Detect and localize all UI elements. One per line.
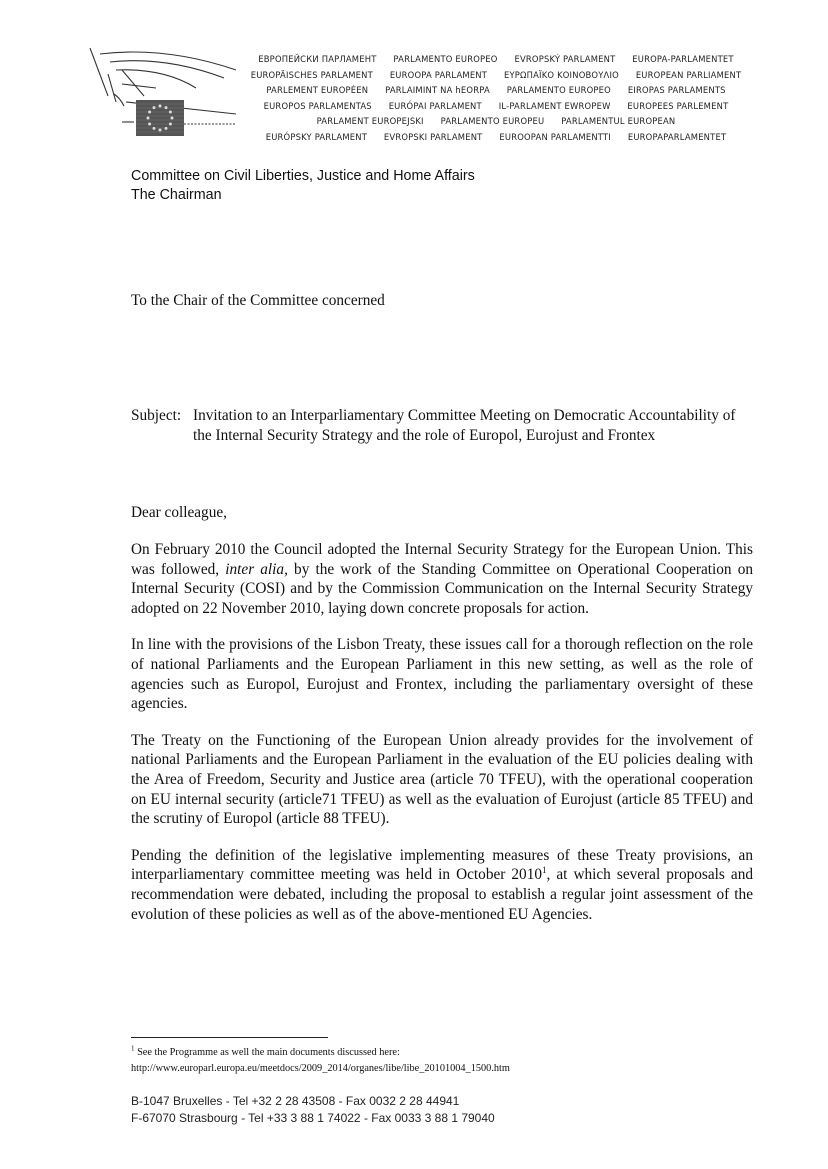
parliament-name: EVROPSKÝ PARLAMENT bbox=[514, 54, 616, 64]
letterhead-row bbox=[226, 68, 766, 84]
body-text-italic: inter alia, bbox=[225, 560, 288, 578]
body-paragraph: The Treaty on the Functioning of the European Union already provides for the involvement of national Parliaments and the European Parliament in the evaluation of the EU policies dealing with the Area of Freedom, Security and Justice area (article 70 TFEU), with the operational cooperation on EU internal security (article71 TFEU) as well as the evaluation of Eurojust (article 85 TFEU) and the scrutiny of Europol (article 88 TFEU). bbox=[131, 731, 753, 828]
parliament-name: PARLAIMINT NA hEORPA bbox=[385, 85, 490, 96]
parliament-name: PARLAMENTO EUROPEO bbox=[393, 54, 498, 64]
parliament-name: EUROPAPARLAMENTET bbox=[627, 131, 727, 142]
parliament-name: ЕВРОПЕЙСКИ ПАРЛАМЕНТ bbox=[258, 54, 377, 64]
letterhead-row bbox=[226, 83, 766, 99]
parliament-name: EIROPAS PARLAMENTS bbox=[627, 85, 726, 96]
footer-brussels: B-1047 Bruxelles - Tel +32 2 28 43508 - Fax 0032 2 28 44941 bbox=[131, 1094, 460, 1108]
parliament-name: EUROOPA PARLAMENT bbox=[389, 69, 488, 80]
parliament-name: PARLAMENT EUROPEJSKI bbox=[316, 116, 424, 127]
parliament-name: EVROPSKI PARLAMENT bbox=[383, 131, 483, 142]
footnote-reference: 1 bbox=[542, 865, 547, 876]
parliament-name: EURÓPSKY PARLAMENT bbox=[265, 131, 368, 142]
letterhead-row bbox=[226, 52, 766, 68]
footnote-line bbox=[131, 1045, 751, 1061]
subject-label: Subject: bbox=[131, 407, 182, 424]
body-paragraph bbox=[131, 540, 753, 618]
parliament-name: PARLEMENT EUROPÉEN bbox=[266, 85, 369, 96]
parliament-name: IL-PARLAMENT EWROPEW bbox=[498, 100, 611, 111]
parliament-name: PARLAMENTO EUROPEU bbox=[440, 116, 545, 127]
subject-block bbox=[131, 406, 753, 446]
parliament-name: EURÓPAI PARLAMENT bbox=[388, 100, 482, 111]
address-footer bbox=[131, 1093, 495, 1127]
addressee: To the Chair of the Committee concerned bbox=[131, 292, 385, 309]
parliament-name: EUROPEAN PARLIAMENT bbox=[635, 69, 742, 80]
footnote-divider bbox=[131, 1037, 328, 1038]
salutation: Dear colleague, bbox=[131, 504, 227, 521]
parliament-names-multilingual bbox=[226, 52, 766, 146]
european-parliament-logo-icon bbox=[86, 44, 246, 144]
body-text: by the work of the Standing Committee on Operational Cooperation on Internal Security (COSI) and by the Commission Communication on the Internal Security Strategy adopted on 22 November 2010, laying down concrete proposals for action. bbox=[131, 560, 754, 617]
parliament-name: PARLAMENTO EUROPEO bbox=[506, 85, 611, 96]
letterhead-row bbox=[226, 130, 766, 146]
subject-text: Invitation to an Interparliamentary Committee Meeting on Democratic Accountability of the Internal Security Strategy and the role of Europol, Eurojust and Frontex bbox=[193, 407, 736, 444]
parliament-name: EUROPOS PARLAMENTAS bbox=[263, 100, 372, 111]
footnote-mark: 1 bbox=[131, 1044, 135, 1053]
footnote-text: See the Programme as well the main documents discussed here: bbox=[134, 1047, 400, 1058]
sender-role: The Chairman bbox=[131, 187, 222, 203]
body-text: On February 2010 the Council adopted the Internal Security Strategy for the European Union. This was followed, bbox=[131, 541, 753, 578]
body-paragraph bbox=[131, 846, 753, 924]
letter-body bbox=[131, 540, 753, 941]
parliament-name: ΕΥΡΩΠΑΪΚΟ ΚΟΙΝΟΒΟΥΛΙΟ bbox=[503, 69, 619, 80]
parliament-name: EUROOPAN PARLAMENTTI bbox=[499, 131, 611, 142]
committee-name: Committee on Civil Liberties, Justice and Home Affairs bbox=[131, 168, 475, 184]
letterhead-row bbox=[226, 114, 766, 130]
parliament-name: EUROPA-PARLAMENTET bbox=[632, 54, 734, 64]
body-text: , at which several proposals and recommendation were debated, including the proposal to establish a regular joint assessment of the evolution of these policies as well as of the above-mentioned EU Agencies. bbox=[131, 866, 753, 923]
letterhead-row bbox=[226, 99, 766, 115]
footer-strasbourg: F-67070 Strasbourg - Tel +33 3 88 1 74022 - Fax 0033 3 88 1 79040 bbox=[131, 1111, 495, 1125]
parliament-name: EUROPÄISCHES PARLAMENT bbox=[250, 69, 373, 80]
body-paragraph: In line with the provisions of the Lisbon Treaty, these issues call for a thorough reflection on the role of national Parliaments and the European Parliament in this new setting, as well as the role of agencies such as Europol, Eurojust and Frontex, including the parliamentary oversight of these agencies. bbox=[131, 636, 753, 713]
footnote bbox=[131, 1045, 751, 1076]
parliament-name: PARLAMENTUL EUROPEAN bbox=[561, 116, 676, 127]
footnote-url: http://www.europarl.europa.eu/meetdocs/2009_2014/organes/libe/libe_20101004_1500.htm bbox=[131, 1062, 510, 1074]
body-text: Pending the definition of the legislative implementing measures of these Treaty provisions, an interparliamentary committee meeting was held in October 2010 bbox=[131, 846, 753, 884]
parliament-name: EUROPEES PARLEMENT bbox=[627, 100, 729, 111]
sender-block bbox=[131, 167, 475, 205]
